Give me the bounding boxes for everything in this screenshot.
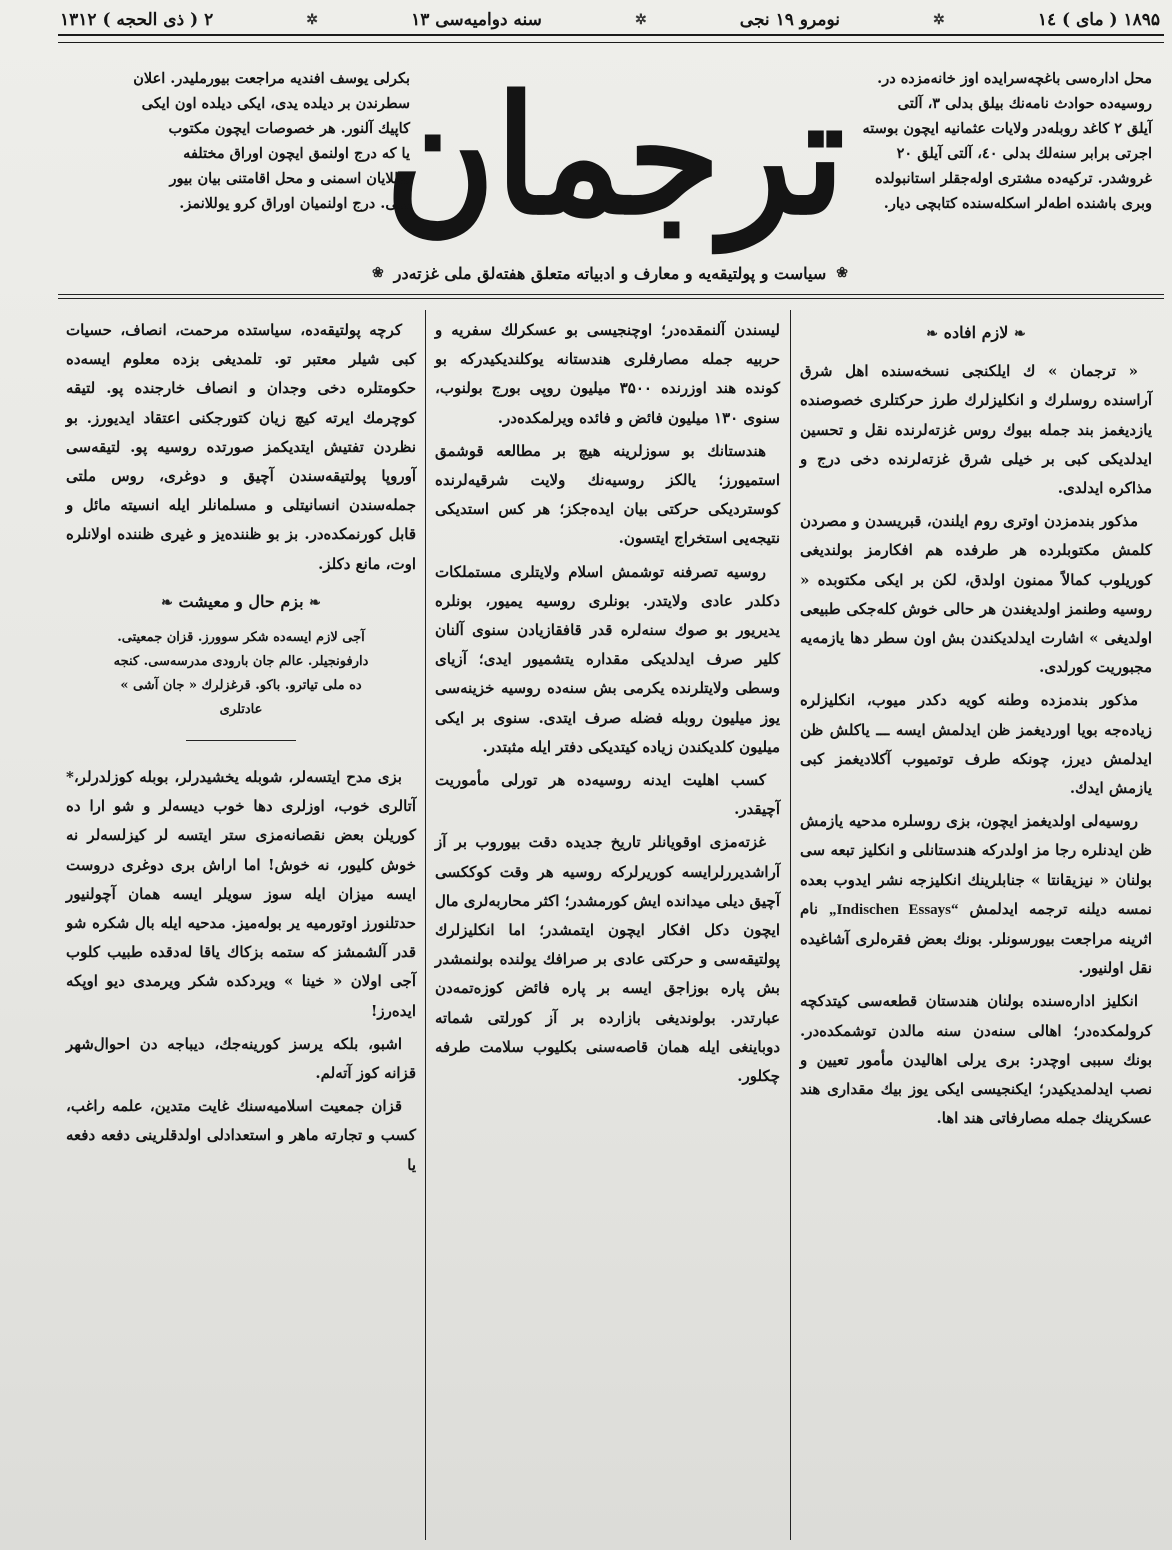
newspaper-subtitle: سیاست و پولتیقه‌یه و معارف و ادبیاته متعلق هفته‌لق ملی غزته‌در xyxy=(393,263,827,283)
subtitle-rule xyxy=(58,294,1164,295)
paragraph: بزی مدح ایتسه‌لر، شوبله یخشیدرلر، بوبله کوزلدرلر،* آتالری خوب، اوزلری دها خوب دیسه‌لر و شو ارا ده کوریلن بعض نقصانه‌مزی ستر ایتسه لر کیزلسه‌لر نه خوش کلیور، نه خوش! اما اراش بری دوغری دروست ایسه میزان ایله سوز سویلر ایسه همان آچولنیور حدتلنورز اوتورمیه یر بوله‌میز. مدحیه ایله بال شکره شو قدر آلشمشز که ستمه بزکاك یاقا لەدقده طبیب کلوب آجی اولان « خینا » ویردکده شکر ویرمدی دیو اوپکه ایده‌رز! xyxy=(66,768,416,1020)
paragraph: غزته‌مزی اوقویانلر تاریخ جدیده دقت بیوروب بر آز آراشدیررلرایسه کوریرلرکه روسیه هر وقت کوککسی آچیق دیلی میدانده ایش کورمشدر؛ اکثر محاربه‌لری مال ایچون دکل افکار ایچون ایتمشدر؛ اما انکلیزلرك پولتیقه‌سی و حرکتی عادی بر صرافك یولنده بولنمشدر بش پاره بوزاجق ایسه بر پاره فائض کوزه‌تمه‌دن عبارتدر. بولوندیغی بازارده بر آز کورلتی شماته دوباینغی ایله همان قاصه‌سنی بکلیوب سلامت طرفه چکلور. xyxy=(435,833,780,1086)
ornament-icon: ❧ xyxy=(309,594,321,611)
article-column-1 xyxy=(800,316,1152,1536)
column-divider xyxy=(425,310,426,1540)
section-heading xyxy=(66,587,416,618)
column-divider xyxy=(790,310,791,1540)
paragraph: کرچه پولتیقه‌ده، سیاستده مرحمت، انصاف، حسیات کبی شیلر معتبر تو. تلمدیغی بزده معلوم ایسه‌ده حکومتلره دخی وجدان و انصاف خارجنده پو. لتیقه کوچرمك ایرته کیچ زیان کتورجکنی اعتقاد ایدیورز. بو نظردن تفتیش ایتدیکمز صورتده روسیه پو. لتیقه‌سی آوروپا پولتیقه‌سندن آچیق و دوغری، روس ملتی جمله‌سندن انسانیتلی و مسلمانلر ایله انسیته مائل و قابل کورنمکده‌در. بز بو ظننده‌یز و غیری ظننده اولانلره اوت، مانع دکلز. xyxy=(66,321,416,573)
gregorian-date: ۱۸۹۵ ( مای ) ۱٤ xyxy=(1037,10,1160,30)
ornament-icon: ❀ xyxy=(372,265,384,281)
section-heading xyxy=(800,318,1152,349)
notice-line: یوللایان اسمنی و محل اقامتنی بیان بیور xyxy=(169,170,410,187)
paragraph: مذکور بندمزده وطنه کویه دکدر میوب، انکلیزلره زیاده‌جه بویا اوردیغمز ظن ایدلمش ایسه ـــ یاکلش ظن ایدلمش دیرز، چونکه طرف توتمیوب آکلادیغمز کبی یازمش ایدك. xyxy=(800,691,1152,798)
article-column-3 xyxy=(66,316,416,1536)
notice-line: غروشدر. ترکیه‌ده مشتری اوله‌جقلر استانبولده xyxy=(875,170,1152,187)
paragraph: مذکور بندمزدن اوتری روم ایلندن، قبریسدن و مصردن کلمش مکتوبلرده هر طرفده هم افکارمز بولندیغی کوریلوب کمالاً ممنون اولدق، لکن بر ایکی مکتوبده « روسیه وطنمز اولدیغندن هر حالی خوش کله‌جکی طبیعی اولدیغی » اشارت ایدلدیکندن بش اون سطر دها یازمه‌یه مجبوریت کورلدی. xyxy=(800,512,1152,677)
ornament-icon: ❀ xyxy=(836,265,848,281)
paragraph: روسیه تصرفنه توشمش اسلام ولایتلری مستملکات دکلدر عادی ولایتدر. بونلری روسیه یمیور، بونلره یدیریور بو صوك سنه‌لره قدر قافقازیادن سنوی آلنان کلیر صرف ایدلدیکی مقدارە یتشمیور ایدی؛ آزیای وسطی ولایتلرنده یکرمی بش سنه‌ده روسیه خزینه‌سی یوز میلیون روبله فضله صرف ایتدی. سنوی بر ایکی میلیون کلدیکندن زیاده کیتدیکی دفتر ایله مثبتدر. xyxy=(435,562,780,756)
paragraph: هندستانك بو سوزلرینه هیچ بر مطالعه قوشمق استمیورز؛ یالکز روسیه‌نك ولایت شرقیه‌لرنده کوستردیکی حرکتی بیان ایده‌جکز؛ هر کس استدیکی نتیجه‌یی استخراج ایتسون. xyxy=(435,441,780,548)
book-title: „Indischen Essays“ xyxy=(829,901,959,918)
section-divider xyxy=(186,740,296,741)
notice-line: آیلق ۲ کاغد روبله‌در ولایات عثمانیه ایچون بوسته xyxy=(862,120,1152,137)
paragraph: اشبو، بلکه یرسز کورینه‌جك، دیباجه دن احوال‌شهر قزانه کوز آته‌لم. xyxy=(66,1034,416,1083)
section-heading-text: بزم حال و معیشت xyxy=(178,591,304,611)
newspaper-title: ترجمان xyxy=(385,60,845,252)
subscription-notice xyxy=(820,66,1152,266)
ornament-icon: ❧ xyxy=(926,326,939,342)
subtitle-bar xyxy=(60,262,1160,284)
paragraph: لیسندن آلنمقده‌در؛ اوچنجیسی بو عسکرلك سفریه و حربیه جمله مصارفلری هندستانه یوکلندیکیدرکه بو کونده هند اوزرنده ۳۵۰۰ میلیون روپی بورج بولنوب، سنوی ۱۳۰ میلیون فائض و فائده ویرلمکده‌در. xyxy=(435,321,780,427)
hijri-date: ۲ ( ذی الحجه ) ۱۳۱۲ xyxy=(60,10,214,30)
paragraph: انکلیز اداره‌سنده بولنان هندستان قطعه‌سی کیتدکچه کرولمکده‌در؛ اهالی سنه‌دن سنه مالدن توشمکده‌در. بونك سببی اوچدر: بری یرلی اهالیدن مأمور تعیین و نصب ایدلمدیکیدر؛ ایکنجیسی ایکی یوز بیك مقداری هند عسکرینك جمله مصارفاتی هند اها. xyxy=(800,992,1152,1128)
notice-line: عادتلری xyxy=(219,702,263,718)
paragraph: کسب اهلیت ایدنه روسیه‌ده هر تورلی مأموریت آچیقدر. xyxy=(435,771,780,819)
notice-line: سطرندن بر دیلده یدی، ایکی دیلده اون ایکی xyxy=(141,95,410,112)
notice-line: اجرتی برابر سنه‌لك بدلی ٤۰، آلتی آیلق ۲۰ xyxy=(896,145,1152,162)
notice-line: یا که درج اولنمق ایچون اوراق مختلفه xyxy=(183,145,410,162)
paragraph: « ترجمان » ك ایلکنجی نسخه‌سنده اهل شرق آراسنده روسلرك و انکلیزلرك طرز حرکتلری خصوصنده یازدیغمز بند جمله بیوك روس غزته‌لرنده نقل و تحسین ایدلدیکی کبی بر خیلی شرق غزته‌لرنده دخی درج و مذاکره ایدلدی. xyxy=(800,362,1152,498)
article-column-2 xyxy=(435,316,780,1536)
paragraph-text: اثرینه مراجعت بیورسونلر. بونك بعض فقره‌لری آشاغیده نقل اولنیور. xyxy=(800,930,1152,978)
star-icon: ✲ xyxy=(634,12,647,28)
ornament-icon: ✲ xyxy=(933,12,945,28)
ornament-icon: ❧ xyxy=(1013,326,1026,342)
issue-number: نومرو ۱۹ نجی xyxy=(739,10,840,30)
subtitle-rule-2 xyxy=(58,298,1164,299)
paragraph-text: نام xyxy=(800,899,819,918)
notice-line: محل اداره‌سی باغچه‌سرایده اوز خانه‌مزده در. xyxy=(877,70,1152,87)
notice-line: ده ملی تیاترو. باکو. قرغزلرك « جان آشی » xyxy=(120,678,362,694)
date-line xyxy=(60,10,1160,30)
header-rule xyxy=(58,34,1164,43)
contents-notice xyxy=(66,626,416,722)
notice-line: بکرلی یوسف افندیه مراجعت بیورملیدر. اعلان xyxy=(133,70,410,87)
masthead xyxy=(385,58,845,254)
notice-line: وبری باشنده اطه‌لر اسکله‌سنده کتابچی دیار. xyxy=(883,195,1152,212)
notice-line: روسیه‌ده حوادث نامه‌نك بیلق بدلی ۳، آلتی xyxy=(897,95,1152,112)
paragraph xyxy=(800,807,1152,983)
paragraph: قزان جمعیت اسلامیه‌سنك غایت متدین، علمه راغب، کسب و تجارته ماهر و استعدادلی اولدقلرینی دفعه دفعه یا xyxy=(66,1097,416,1174)
section-heading-text: لازم افاده xyxy=(943,323,1009,342)
notice-line: دارفونجیلر. عالم جان بارودی مدرسه‌سی. کنجه xyxy=(113,654,369,670)
paragraph-text: روسیه‌لی اولدیغمز ایچون، بزی روسلره مدحیه یازمش ظن ایدنلره رجا مز اولدرکه هندستانلی و انکلیز تبعه سی بولنان « نیزیقانتا » جنابلرینك انکلیزجه نشر ایدوب بعده نمسه دیلنه ترجمه ایدلمش xyxy=(800,812,1152,918)
volume-year: سنه دوامیه‌سی ۱۳ xyxy=(411,10,542,30)
notice-line: ملی. درج اولنمیان اوراق کرو یوللانمز. xyxy=(179,195,410,212)
ornament-icon: ❧ xyxy=(161,594,173,611)
advert-notice xyxy=(72,66,410,266)
notice-line: کاپیك آلنور. هر خصوصات ایچون مکتوب xyxy=(168,120,410,137)
ornament-icon-left: ✲ xyxy=(306,12,318,28)
notice-line: آجی لازم ایسه‌ده شکر سوورز. قزان جمعیتی. xyxy=(117,630,365,646)
